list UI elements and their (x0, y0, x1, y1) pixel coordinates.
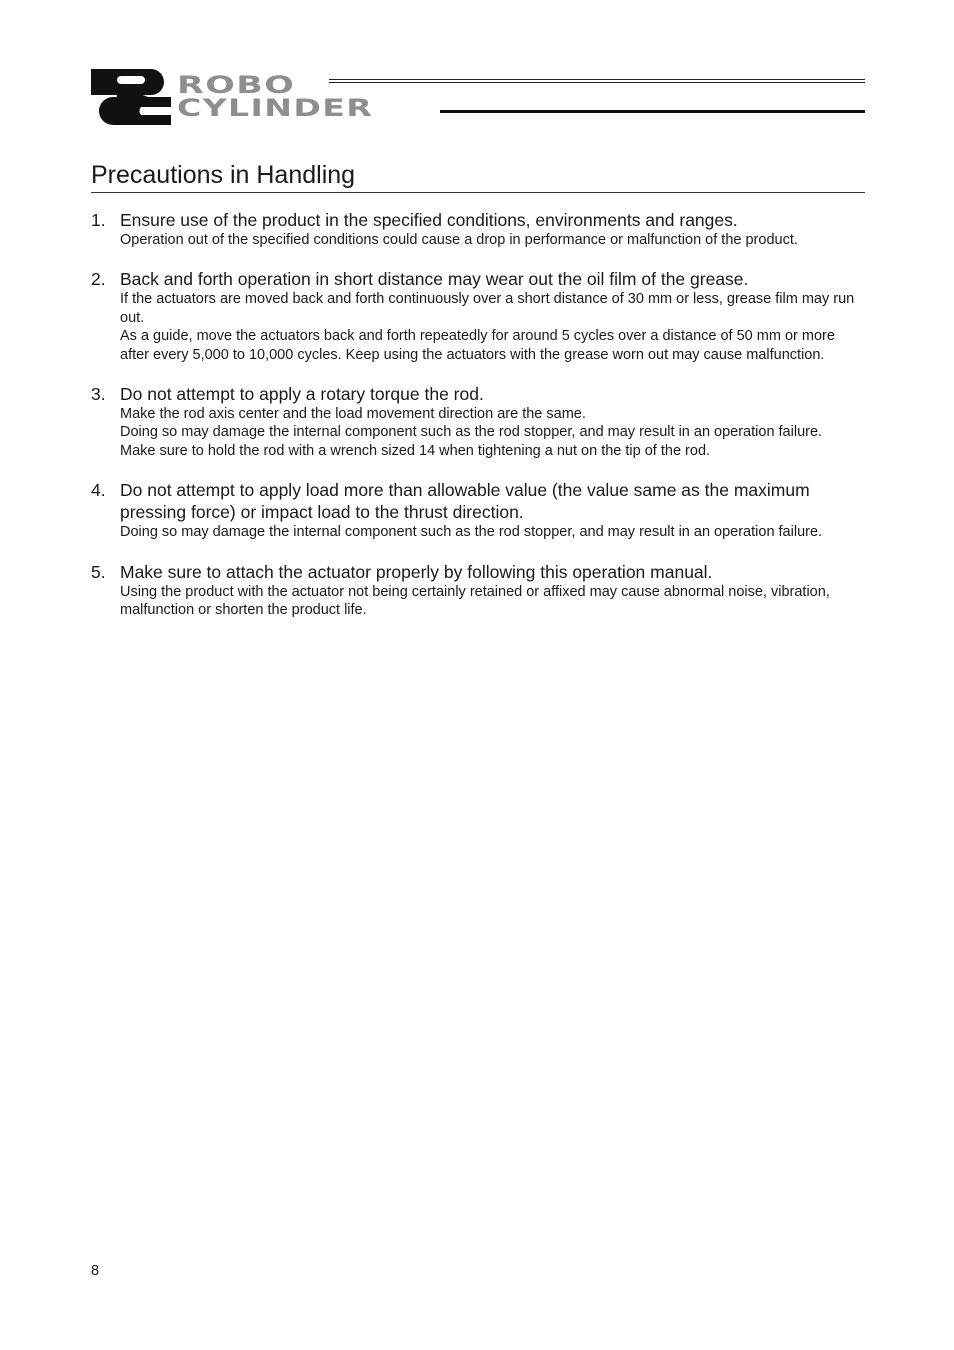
precaution-item-3 (91, 383, 865, 460)
precaution-item-4 (91, 479, 865, 541)
item-note: As a guide, move the actuators back and forth repeatedly for around 5 cycles over a distance of 50 mm or more after every 5,000 to 10,000 cycles. Keep using the actuators with the grease worn out may cause malfunction. (120, 328, 835, 363)
item-note: Make sure to hold the rod with a wrench sized 14 when tightening a nut on the tip of the rod. (120, 442, 711, 459)
item-note: If the actuators are moved back and forth continuously over a short distance of 30 mm or less, grease film may run out. (120, 291, 855, 326)
precaution-item-2 (91, 268, 865, 364)
logo-text-robo: ROBO (177, 71, 296, 99)
header-rule-thick (440, 110, 865, 113)
item-note: Using the product with the actuator not being certainly retained or affixed may cause abnormal noise, vibration, malfunction or shorten the product life. (120, 583, 830, 619)
page-header (91, 68, 865, 126)
header-rule (329, 79, 865, 80)
item-number: 1. (91, 210, 106, 230)
item-number: 2. (91, 269, 106, 290)
item-heading: Make sure to attach the actuator properly by following this operation manual. (120, 561, 713, 582)
logo-text-cylinder: CYLINDER (177, 94, 374, 122)
item-heading: Do not attempt to apply a rotary torque the rod. (120, 384, 484, 405)
precautions-list (91, 209, 865, 638)
page-title: Precautions in Handling (91, 160, 865, 193)
item-heading: Back and forth operation in short distance may wear out the oil film of the grease. (120, 269, 749, 290)
page-number: 8 (91, 1263, 100, 1279)
item-note: Doing so may damage the internal component such as the rod stopper, and may result in an operation failure. (120, 524, 823, 541)
item-heading: Do not attempt to apply load more than allowable value (the value same as the maximum pressing force) or impact load to the thrust direction. (120, 480, 810, 523)
precaution-item-1 (91, 209, 865, 249)
item-number: 4. (91, 480, 106, 501)
item-note: Operation out of the specified conditions could cause a drop in performance or malfunction of the product. (120, 232, 798, 248)
item-note: Doing so may damage the internal component such as the rod stopper, and may result in an operation failure. (120, 424, 823, 441)
precaution-item-5 (91, 561, 865, 620)
item-number: 5. (91, 561, 106, 582)
item-heading: Ensure use of the product in the specified conditions, environments and ranges. (120, 210, 738, 230)
item-number: 3. (91, 384, 106, 405)
item-note: Make the rod axis center and the load movement direction are the same. (120, 406, 586, 423)
header-rule (329, 82, 865, 83)
robo-cylinder-logo-icon (91, 69, 171, 125)
